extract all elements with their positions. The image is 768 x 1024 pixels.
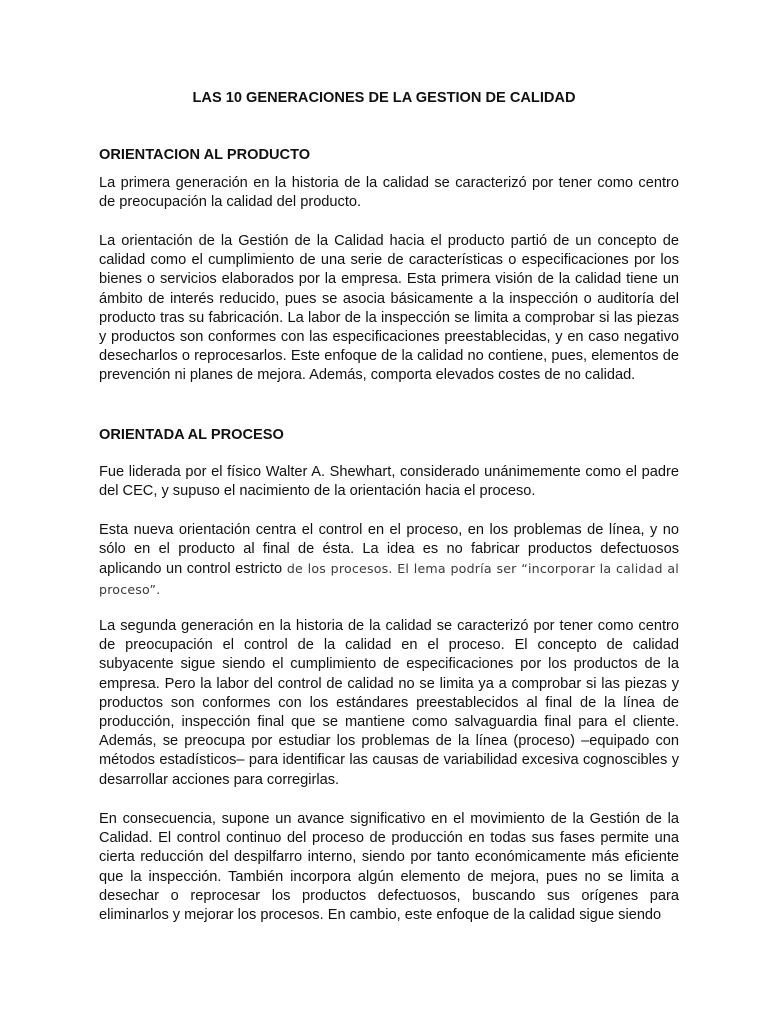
paragraph-tail-text: de los procesos. El lema podría ser “incorporar la calidad al proceso”. <box>99 561 680 597</box>
paragraph: La primera generación en la historia de la calidad se caracterizó por tener como centro de preocupación la calidad del producto. <box>99 175 679 211</box>
paragraph: La orientación de la Gestión de la Calidad hacia el producto partió de un concepto de calidad como el cumplimiento de una serie de características o especificaciones por los bienes o servicios elaborados por la empresa. Esta primera visión de la calidad tiene un ámbito de interés reducido, pues se asocia básicamente a la inspección o auditoría del producto tras su fabricación. La labor de la inspección se limita a comprobar si las piezas y productos son conformes con las especificaciones preestablecidas, y en caso negativo desecharlos o reprocesarlos. Este enfoque de la calidad no contiene, pues, elementos de prevención ni planes de mejora. Además, comporta elevados costes de no calidad. <box>99 233 679 384</box>
section-heading-producto: ORIENTACION AL PRODUCTO <box>99 147 311 163</box>
paragraph-main-text: Esta nueva orientación centra el control en el proceso, en los problemas de línea, y no sólo en el producto al final de ésta. La idea es no fabricar productos defectuosos aplicando un control estricto <box>99 522 679 578</box>
document-title: LAS 10 GENERACIONES DE LA GESTION DE CALIDAD <box>192 90 576 106</box>
paragraph: Fue liderada por el físico Walter A. Shewhart, considerado unánimemente como el padre del CEC, y supuso el nacimiento de la orientación hacia el proceso. <box>99 464 679 500</box>
section-heading-proceso: ORIENTADA AL PROCESO <box>99 427 284 443</box>
paragraph: En consecuencia, supone un avance significativo en el movimiento de la Gestión de la Calidad. El control continuo del proceso de producción en todas sus fases permite una cierta reducción del despilfarro interno, siendo por tanto económicamente más eficiente que la inspección. También incorpora algún elemento de mejora, pues no se limita a desechar o reprocesar los productos defectuosos, buscando sus orígenes para eliminarlos y mejorar los procesos. En cambio, este enfoque de la calidad sigue siendo <box>99 811 679 924</box>
paragraph <box>99 521 679 600</box>
paragraph: La segunda generación en la historia de la calidad se caracterizó por tener como centro de preocupación el control de la calidad en el proceso. El concepto de calidad subyacente sigue siendo el cumplimiento de especificaciones por los productos de la empresa. Pero la labor del control de calidad no se limita ya a comprobar si las piezas y productos son conformes con los estándares preestablecidos al final de la línea de producción, inspección final que se mantiene como salvaguardia final para el cliente. Además, se preocupa por estudiar los problemas de la línea (proceso) –equipado con métodos estadísticos– para identificar las causas de variabilidad excesiva cognoscibles y desarrollar acciones para corregirlas. <box>99 618 679 788</box>
